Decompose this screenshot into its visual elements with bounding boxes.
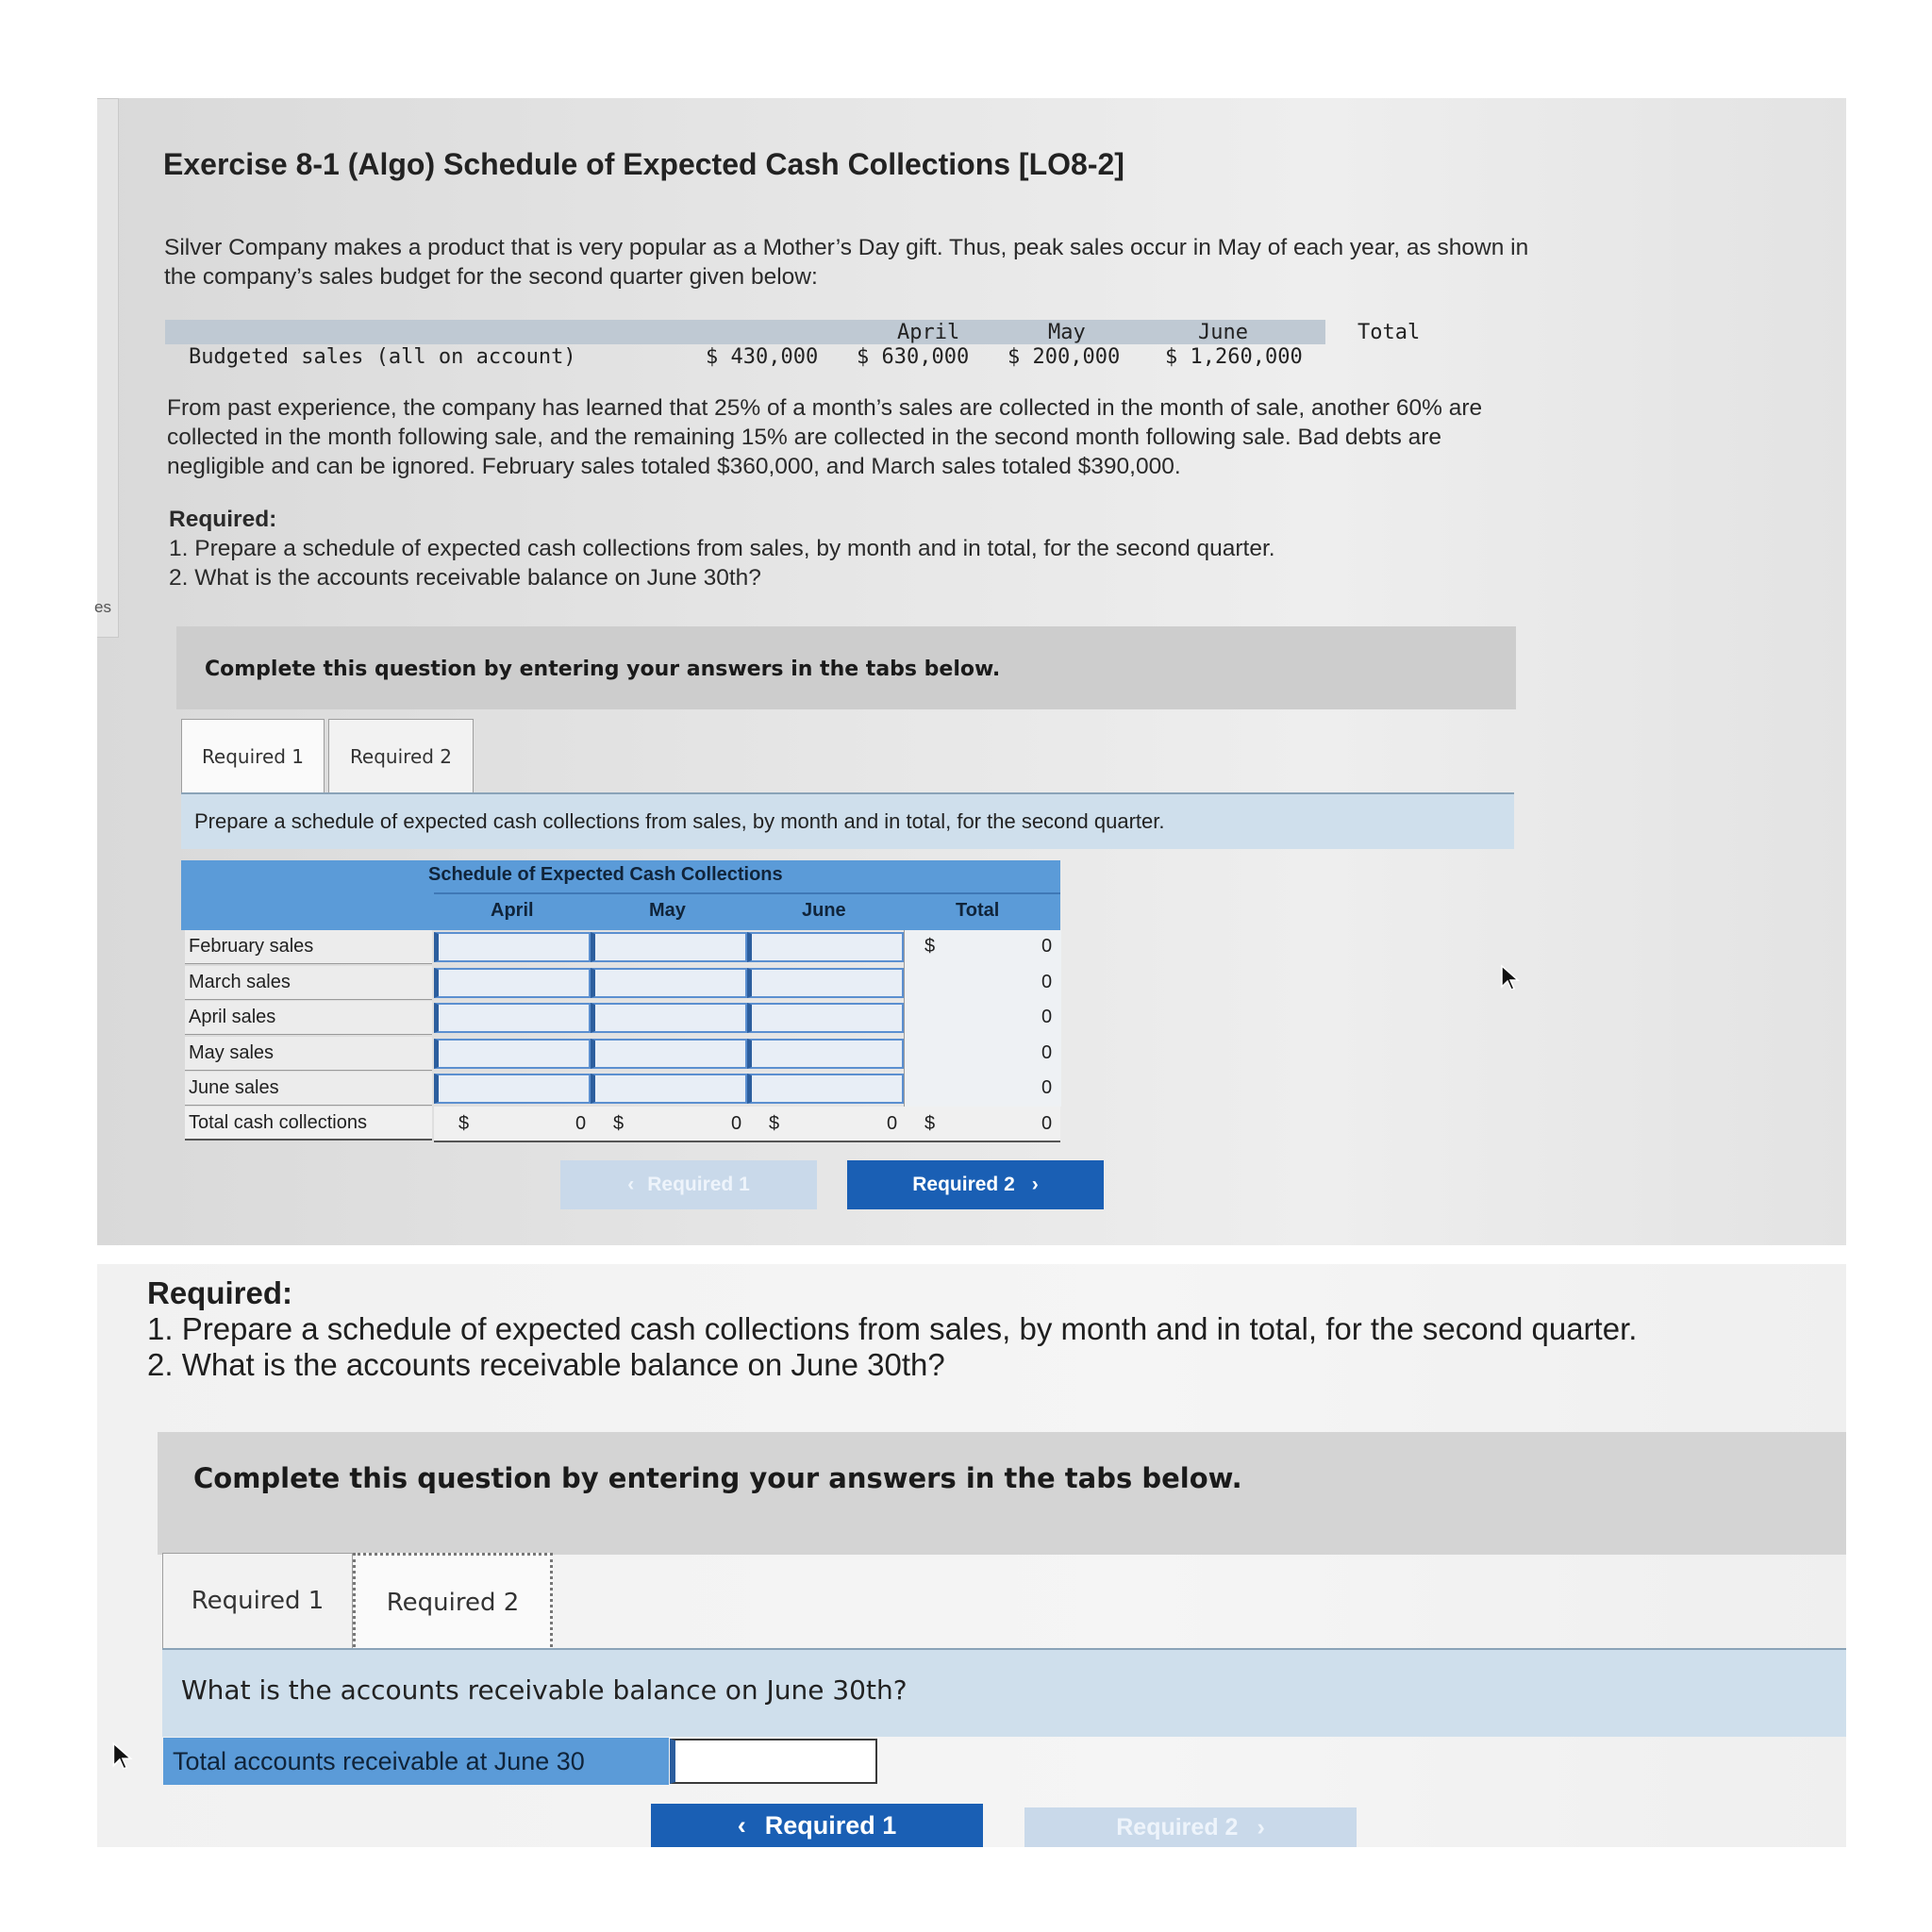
sales-value-total: $ 1,260,000 (1165, 345, 1303, 369)
col-header-may: May (649, 900, 686, 921)
bottom-required-item-2: 2. What is the accounts receivable balance on June 30th? (147, 1347, 945, 1382)
input-may-april[interactable] (434, 1039, 591, 1069)
input-may-june[interactable] (747, 1039, 904, 1069)
sales-col-april: April (897, 321, 960, 344)
currency-sign: $ (769, 1113, 780, 1134)
sales-value-may: $ 630,000 (857, 345, 970, 369)
input-may-may[interactable] (591, 1039, 747, 1069)
mouse-cursor-icon (111, 1741, 134, 1772)
input-june-april[interactable] (434, 1074, 591, 1104)
input-april-april[interactable] (434, 1003, 591, 1033)
bottom-required-item-1: 1. Prepare a schedule of expected cash collections from sales, by month and in total, for the second quarter. (147, 1311, 1638, 1346)
required-item-1: 1. Prepare a schedule of expected cash collections from sales, by month and in total, for the second quarter. (169, 536, 1275, 561)
bottom-complete-instruction-box (158, 1432, 1846, 1555)
experience-line: negligible and can be ignored. February sales totaled $360,000, and March sales totaled $390,000. (167, 454, 1181, 479)
bottom-prev-button[interactable] (651, 1804, 983, 1847)
next-button-label: Required 2 (912, 1174, 1015, 1195)
mouse-cursor-icon (1500, 964, 1521, 992)
sales-value-april: $ 430,000 (706, 345, 819, 369)
intro-line: the company’s sales budget for the second quarter given below: (164, 264, 818, 290)
row-label-february: February sales (185, 930, 432, 964)
sales-budget-table (165, 318, 1421, 375)
sales-col-may: May (1048, 321, 1086, 344)
input-february-april[interactable] (434, 932, 591, 962)
prev-button-label: Required 1 (647, 1174, 750, 1195)
ar-input[interactable] (670, 1739, 877, 1784)
bottom-tab-required-2[interactable]: Required 2 (353, 1553, 553, 1653)
required-item-2: 2. What is the accounts receivable balance on June 30th? (169, 565, 761, 591)
instruction-bar (181, 792, 1514, 849)
row-total-march: 0 (1041, 972, 1053, 992)
side-label: es (94, 598, 111, 616)
bottom-prev-button-label: Required 1 (764, 1810, 897, 1840)
input-march-june[interactable] (747, 968, 904, 998)
total-total: 0 (1041, 1113, 1053, 1134)
exercise-title: Exercise 8-1 (Algo) Schedule of Expected Cash Collections [LO8-2] (163, 147, 1124, 181)
row-label-april: April sales (185, 1001, 432, 1035)
row-total-april: 0 (1041, 1007, 1053, 1027)
input-june-june[interactable] (747, 1074, 904, 1104)
tab-required-2[interactable]: Required 2 (328, 719, 474, 793)
input-february-june[interactable] (747, 932, 904, 962)
input-march-may[interactable] (591, 968, 747, 998)
total-june: 0 (887, 1113, 898, 1134)
row-total-may: 0 (1041, 1042, 1053, 1063)
experience-line: collected in the month following sale, and the remaining 15% are collected in the second month following sale. Bad debts are (167, 425, 1442, 450)
currency-sign: $ (924, 1113, 936, 1134)
complete-instruction-text: Complete this question by entering your answers in the tabs below. (205, 658, 1001, 681)
currency-sign: $ (613, 1113, 625, 1134)
bottom-required-heading: Required: (147, 1275, 293, 1310)
input-june-may[interactable] (591, 1074, 747, 1104)
bottom-next-button-label: Required 2 (1116, 1813, 1239, 1840)
complete-instruction-box (176, 626, 1516, 709)
bottom-question-bar (162, 1648, 1846, 1737)
row-total-february: 0 (1041, 936, 1053, 957)
required-block (169, 505, 1275, 592)
next-button[interactable] (847, 1160, 1104, 1209)
bottom-tab-required-1[interactable]: Required 1 (162, 1553, 353, 1648)
bottom-question-text: What is the accounts receivable balance on June 30th? (181, 1674, 908, 1706)
intro-line: Silver Company makes a product that is very popular as a Mother’s Day gift. Thus, peak sales occur in May of each year, as shown in (164, 235, 1529, 260)
row-label-total: Total cash collections (185, 1107, 432, 1141)
col-header-total: Total (956, 900, 1000, 921)
side-tab[interactable] (97, 98, 119, 638)
bottom-required-block (147, 1275, 1637, 1383)
row-label-may: May sales (185, 1037, 432, 1071)
total-april: 0 (575, 1113, 587, 1134)
experience-line: From past experience, the company has learned that 25% of a month’s sales are collected in the month of sale, another 60% are (167, 395, 1483, 421)
required-heading: Required: (169, 507, 277, 532)
chevron-left-icon: ‹ (627, 1174, 635, 1195)
currency-sign: $ (458, 1113, 470, 1134)
sales-value-june: $ 200,000 (1008, 345, 1121, 369)
input-april-may[interactable] (591, 1003, 747, 1033)
col-header-june: June (802, 900, 846, 921)
bottom-complete-instruction-text: Complete this question by entering your answers in the tabs below. (193, 1462, 1242, 1494)
ar-label: Total accounts receivable at June 30 (163, 1738, 669, 1785)
currency-sign: $ (924, 936, 936, 957)
experience-paragraph (167, 393, 1482, 481)
chevron-right-icon: › (1257, 1813, 1265, 1840)
total-may: 0 (731, 1113, 742, 1134)
row-total-june: 0 (1041, 1077, 1053, 1098)
sales-col-june: June (1198, 321, 1248, 344)
intro-paragraph (164, 233, 1528, 291)
input-april-june[interactable] (747, 1003, 904, 1033)
prev-button-disabled[interactable] (560, 1160, 817, 1209)
schedule-title: Schedule of Expected Cash Collections (428, 864, 783, 885)
row-label-june: June sales (185, 1072, 432, 1106)
chevron-left-icon: ‹ (737, 1810, 746, 1840)
col-header-april: April (491, 900, 534, 921)
input-february-may[interactable] (591, 932, 747, 962)
tab-required-1[interactable]: Required 1 (181, 719, 325, 793)
instruction-text: Prepare a schedule of expected cash collections from sales, by month and in total, for the second quarter. (194, 809, 1165, 833)
row-label-march: March sales (185, 966, 432, 1000)
input-march-april[interactable] (434, 968, 591, 998)
total-row (434, 1107, 1060, 1142)
chevron-right-icon: › (1031, 1174, 1039, 1195)
bottom-next-button-disabled[interactable] (1024, 1807, 1357, 1847)
header-divider (434, 892, 1060, 894)
sales-col-total: Total (1357, 321, 1421, 344)
sales-row-label: Budgeted sales (all on account) (189, 345, 576, 369)
